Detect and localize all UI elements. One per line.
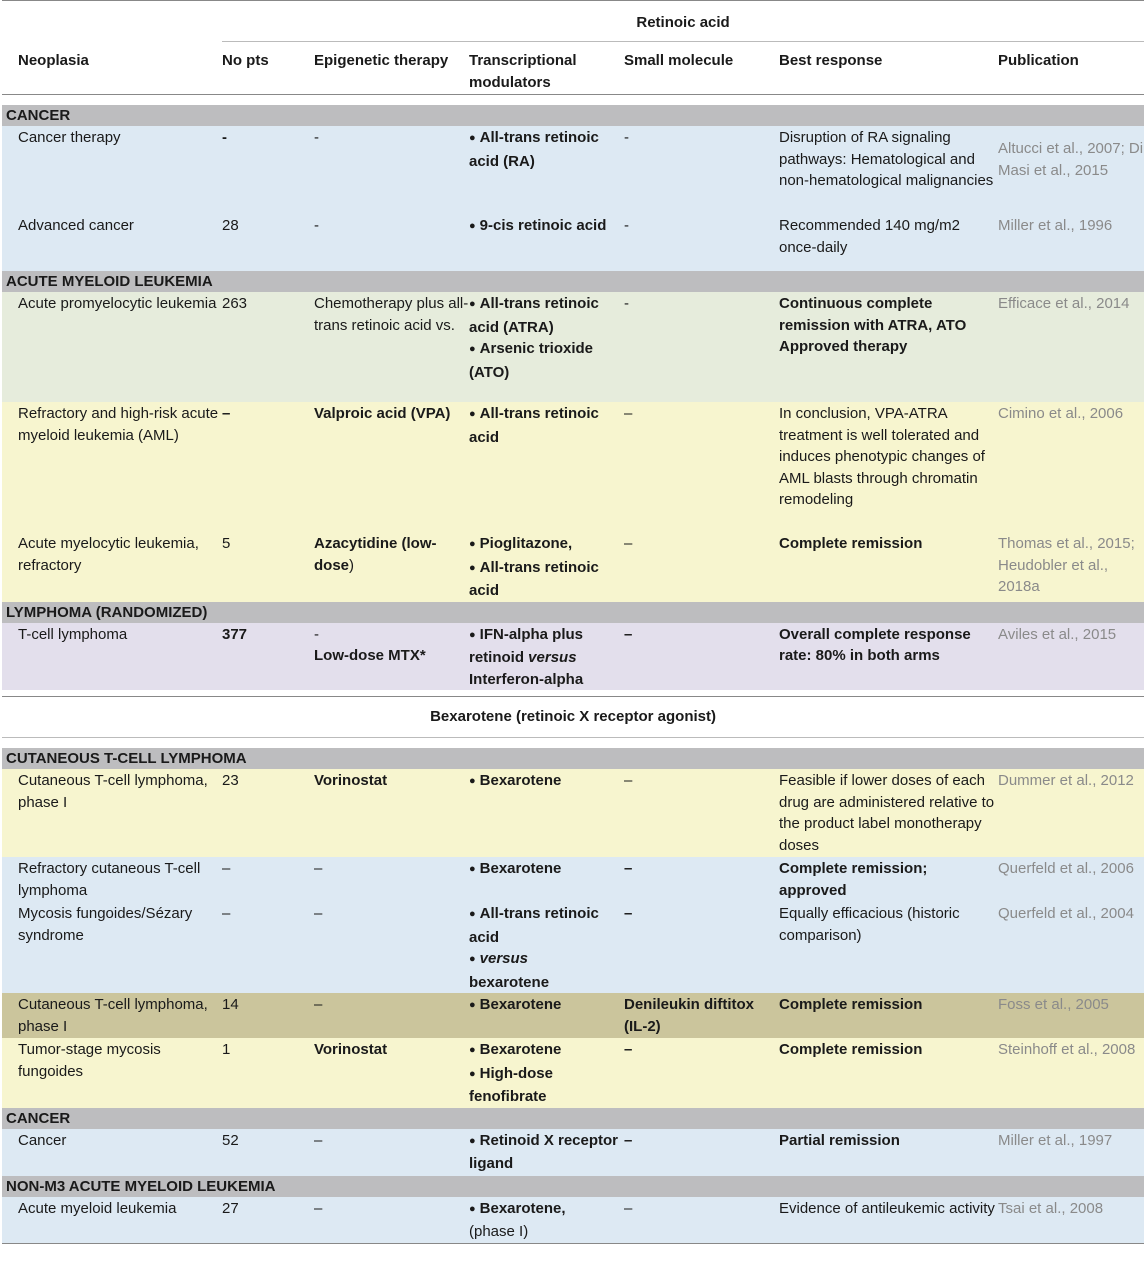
table-row: T-cell lymphoma 377 - Low-dose MTX* ● IFN-alpha plus retinoid versus Interferon-alpha – Overall complete response rate: 80% in both arms Aviles et al., 2015 xyxy=(2,623,1144,691)
col-header-best-response: Best response xyxy=(779,42,998,95)
table-row: Tumor-stage mycosis fungoides 1 Vorinostat ● Bexarotene ● High-dose fenofibrate – Complete remission Steinhoff et al., 2008 xyxy=(2,1038,1144,1108)
header-span-row xyxy=(2,1,1144,42)
table-row: Refractory cutaneous T-cell lymphoma – – ● Bexarotene – Complete remission; approved Querfeld et al., 2006 xyxy=(2,857,1144,902)
column-header-row xyxy=(2,42,1144,95)
table-row: Cutaneous T-cell lymphoma, phase I 23 Vorinostat ● Bexarotene – Feasible if lower doses of each drug are administered relative to the product label monotherapy doses Dummer et al., 2012 xyxy=(2,769,1144,857)
table-row: Refractory and high-risk acute myeloid leukemia (AML) – Valproic acid (VPA) ● All-trans retinoic acid – In conclusion, VPA-ATRA treatment is well tolerated and induces phenotypic changes of AML blasts through chromatin remodeling Cimino et al., 2006 xyxy=(2,402,1144,532)
clinical-trials-table xyxy=(2,0,1144,1244)
category-row xyxy=(2,105,1144,126)
col-header-transcriptional: Transcriptional modulators xyxy=(469,42,624,95)
category-row xyxy=(2,1176,1144,1197)
category-non-m3-aml: NON-M3 ACUTE MYELOID LEUKEMIA xyxy=(2,1176,1144,1197)
category-cancer-2: CANCER xyxy=(2,1108,1144,1129)
table-row: Mycosis fungoides/Sézary syndrome – – ● All-trans retinoic acid ● versus bexarotene – Equally efficacious (historic comparison) Querfeld et al., 2004 xyxy=(2,902,1144,993)
category-lymphoma: LYMPHOMA (RANDOMIZED) xyxy=(2,602,1144,623)
bexarotene-header: Bexarotene (retinoic X receptor agonist) xyxy=(2,697,1144,738)
table-row: Cancer 52 – ● Retinoid X receptor ligand – Partial remission Miller et al., 1997 xyxy=(2,1129,1144,1176)
table-row: Acute myeloid leukemia 27 – ● Bexarotene, (phase I) – Evidence of antileukemic activity Tsai et al., 2008 xyxy=(2,1197,1144,1244)
table-row: Acute myelocytic leukemia, refractory 5 Azacytidine (low-dose) ● Pioglitazone, ● All-trans retinoic acid – Complete remission Thomas et al., 2015; Heudobler et al., 2018a xyxy=(2,532,1144,602)
table-row: Advanced cancer 28 - ● 9-cis retinoic acid - Recommended 140 mg/m2 once-daily Miller et al., 1996 xyxy=(2,214,1144,271)
category-row xyxy=(2,271,1144,292)
category-row xyxy=(2,748,1144,769)
table-row: Cutaneous T-cell lymphoma, phase I 14 – ● Bexarotene Denileukin diftitox (IL-2) Complete remission Foss et al., 2005 xyxy=(2,993,1144,1038)
category-cancer: CANCER xyxy=(2,105,1144,126)
col-header-small-molecule: Small molecule xyxy=(624,42,779,95)
table-row: Acute promyelocytic leukemia 263 Chemotherapy plus all-trans retinoic acid vs. ● All-trans retinoic acid (ATRA) ● Arsenic trioxide (ATO) - Continuous complete remission with ATRA, ATO Approved therapy Efficace et al., 2014 xyxy=(2,292,1144,402)
category-aml: ACUTE MYELOID LEUKEMIA xyxy=(2,271,1144,292)
col-header-neoplasia: Neoplasia xyxy=(2,42,222,95)
category-row xyxy=(2,1108,1144,1129)
col-header-no-pts: No pts xyxy=(222,42,314,95)
table-row: Cancer therapy - - ● All-trans retinoic acid (RA) - Disruption of RA signaling pathways: Hematological and non-hematological malignancies Altucci et al., 2007; Di Masi et al., 2015 xyxy=(2,126,1144,214)
col-header-epigenetic: Epigenetic therapy xyxy=(314,42,469,95)
category-row xyxy=(2,602,1144,623)
section-header-row xyxy=(2,697,1144,738)
retinoic-acid-header: Retinoic acid xyxy=(222,1,1144,42)
col-header-publication: Publication xyxy=(998,42,1144,95)
category-ctcl: CUTANEOUS T-CELL LYMPHOMA xyxy=(2,748,1144,769)
